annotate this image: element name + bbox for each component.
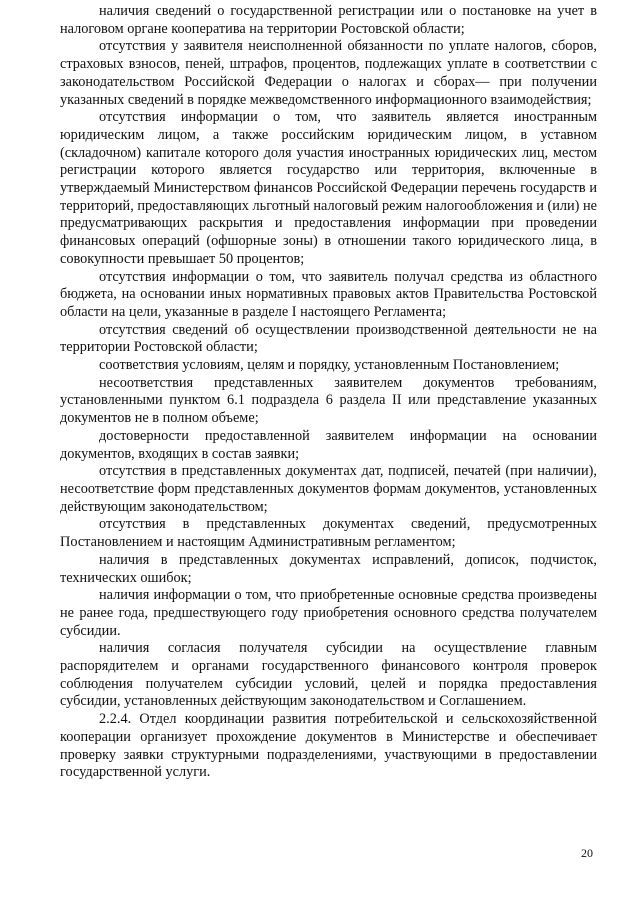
paragraph-conditions-compliance: соответствия условиям, целям и порядку, установленным Постановлением; [99, 357, 560, 374]
paragraph-dates-signatures: отсутствия в представленных документах дат, подписей, печатей (при наличии), несоответствие форм представленных документов формам документов, установленных действующим законодательством; [60, 463, 597, 515]
document-body [60, 3, 597, 782]
paragraph-audit-consent: наличия согласия получателя субсидии на осуществление главным распорядителем и органами государственного финансового контроля проверок соблюдения получателем субсидии условий, целей и порядка предоставления субсидии, установленных действующим законодательством и Соглашением. [60, 640, 597, 710]
paragraph-information-reliability: достоверности предоставленной заявителем информации на основании документов, входящих в состав заявки; [60, 427, 597, 462]
paragraph-section-2-2-4: 2.2.4. Отдел координации развития потребительской и сельскохозяйственной кооперации организует прохождение документов в Министерстве и обеспечивает проверку заявки структурными подразделениями, участвующими в предоставлении государственной услуги. [60, 711, 597, 781]
paragraph-corrections: наличия в представленных документах исправлений, дописок, подчисток, технических ошибок; [60, 551, 597, 586]
document-page [60, 0, 597, 905]
paragraph-tax-obligations: отсутствия у заявителя неисполненной обязанности по уплате налогов, сборов, страховых взносов, пеней, штрафов, процентов, подлежащих уплате в соответствии с законодательством Российской Федерации о налогах и сборах— при получении указанных сведений в порядке межведомственного информационного взаимодействия; [60, 38, 597, 108]
paragraph-budget-funds: отсутствия информации о том, что заявитель получал средства из областного бюджета, на основании иных нормативных правовых актов Правительства Ростовской области на цели, указанные в разделе I настоящего Регламента; [60, 268, 597, 320]
paragraph-foreign-entity: отсутствия информации о том, что заявитель является иностранным юридическим лицом, а также российским юридическим лицом, в уставном (складочном) капитале которого доля участия иностранных юридических лиц, местом регистрации которого является государство или территория, включенные в утверждаемый Министерством финансов Российской Федерации перечень государств и территорий, предоставляющих льготный налоговый режим налогообложения и (или) не предусматривающих раскрытия и предоставления информации при проведении финансовых операций (офшорные зоны) в отношении такого юридического лица, в совокупности превышает 50 процентов; [60, 109, 597, 267]
paragraph-document-requirements: несоответствия представленных заявителем документов требованиям, установленными пунктом 6.1 подраздела 6 раздела II или представление указанных документов не в полном объеме; [60, 374, 597, 427]
paragraph-registration-info: наличия сведений о государственной регистрации или о постановке на учет в налоговом органе кооператива на территории Ростовской области; [60, 3, 597, 37]
page-number: 20 [581, 846, 593, 860]
paragraph-missing-information: отсутствия в представленных документах сведений, предусмотренных Постановлением и настоящим Административным регламентом; [60, 516, 597, 551]
paragraph-production-activity: отсутствия сведений об осуществлении производственной деятельности не на территории Ростовской области; [60, 321, 597, 356]
paragraph-fixed-assets: наличия информации о том, что приобретенные основные средства произведены не ранее года, предшествующего году приобретения основного средства получателем субсидии. [60, 587, 597, 639]
